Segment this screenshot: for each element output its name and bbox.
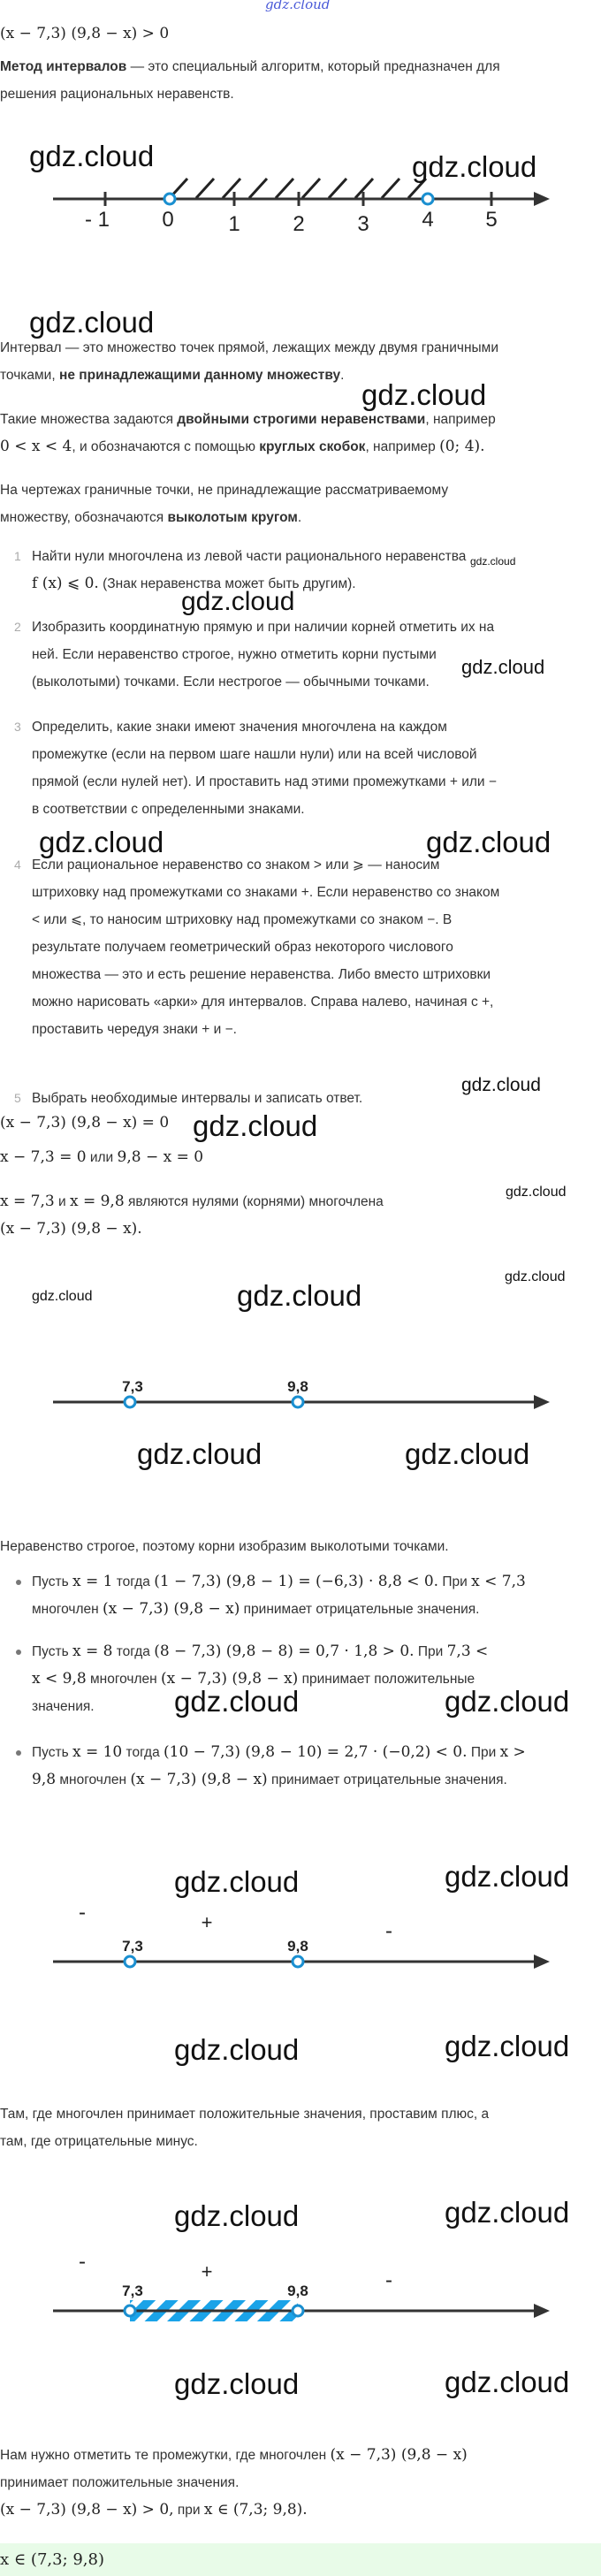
- t1-math: x = 1: [72, 1573, 113, 1590]
- intro-line2: решения рациональных неравенств.: [0, 87, 234, 102]
- step-4-line6: можно нарисовать «арки» для интервалов. Справа налево, начиная с +,: [32, 995, 494, 1010]
- t2-l2-math0: x < 9,8: [32, 1670, 87, 1688]
- inequality: (x − 7,3) (9,8 − x) > 0: [0, 25, 170, 42]
- point-label-9-8: 9,8: [287, 1378, 308, 1395]
- sets-paragraph: [0, 406, 601, 461]
- t2-pre: Пусть: [32, 1644, 72, 1659]
- watermark: gdz.cloud: [174, 2367, 300, 2400]
- step-number: 1: [14, 549, 21, 563]
- tick-label: 1: [228, 212, 240, 236]
- sets-line2-post: , например: [365, 439, 440, 454]
- number-line-roots: [0, 1353, 601, 1423]
- step-2: [32, 614, 594, 696]
- number-line-solution: [0, 2241, 601, 2329]
- sign-plus-middle: +: [201, 1911, 213, 1933]
- t2-math: x = 8: [72, 1642, 113, 1660]
- watermark: gdz.cloud: [445, 2366, 570, 2398]
- watermark: gdz.cloud: [39, 826, 164, 858]
- watermark: gdz.cloud: [445, 2196, 570, 2229]
- final-line3-math2: x ∈ (7,3; 9,8).: [203, 2501, 308, 2519]
- watermark: gdz.cloud: [426, 826, 552, 858]
- answer-text: x ∈ (7,3; 9,8): [0, 2550, 105, 2569]
- point-label-9-8: 9,8: [287, 1938, 308, 1955]
- watermark: gdz.cloud: [461, 1075, 541, 1095]
- step-4-line7: проставить чередуя знаки + и −.: [32, 1022, 237, 1037]
- watermark: gdz.cloud: [445, 2030, 570, 2062]
- t3-l2-math0: 9,8: [32, 1771, 57, 1788]
- step-4-line5: множества — это и есть решение неравенства. Либо вместо штриховки: [32, 967, 491, 982]
- watermark: gdz.cloud: [470, 555, 516, 568]
- step-number: 4: [14, 857, 21, 872]
- equation-split: [0, 1144, 203, 1171]
- sign-minus-left: -: [79, 1901, 86, 1924]
- intro-paragraph: [0, 53, 601, 108]
- t1-post: При: [438, 1574, 472, 1589]
- watermark: gdz.cloud: [412, 150, 537, 183]
- watermark: gdz.cloud: [181, 587, 295, 616]
- boundary-line2-pre: множеству, обозначаются: [0, 510, 168, 525]
- t3-math2: (10 − 7,3) (9,8 − 10) = 2,7 · (−0,2) < 0.: [164, 1743, 468, 1761]
- watermark: gdz.cloud: [29, 306, 155, 339]
- strict-note: Неравенство строгое, поэтому корни изобразим выколотыми точками.: [0, 1539, 449, 1554]
- step-4-line3: < или ⩽, то наносим штриховку над промежутками со знаком −. В: [32, 912, 453, 927]
- point-label-7-3: 7,3: [122, 1378, 143, 1395]
- sign-note-line1: Там, где многочлен принимает положительные значения, проставим плюс, а: [0, 2107, 490, 2122]
- interval-line2-pre: точками,: [0, 368, 59, 383]
- tick-label: 2: [293, 212, 305, 236]
- t2-l2-math: (x − 7,3) (9,8 − x): [161, 1670, 299, 1688]
- sets-line2-bold: круглых скобок: [259, 439, 366, 454]
- root-2: x = 9,8: [69, 1193, 125, 1210]
- watermark: gdz.cloud: [445, 1860, 570, 1893]
- t2-l2: многочлен: [86, 1672, 162, 1687]
- sign-note: [0, 2100, 601, 2155]
- sets-line1-bold: двойными строгими неравенствами: [177, 412, 426, 427]
- tick-label: 4: [422, 208, 434, 232]
- sign-note-line2: там, где отрицательные минус.: [0, 2134, 198, 2149]
- point-label-7-3: 7,3: [122, 1938, 143, 1955]
- root-1: x = 7,3: [0, 1193, 55, 1210]
- t1-l2: многочлен: [32, 1602, 103, 1617]
- step-3-line2: промежутке (если на первом шаге нашли нули) или на всей числовой: [32, 747, 477, 762]
- sign-plus-middle: +: [201, 2260, 213, 2283]
- interval-line2-bold: не принадлежащими данному множеству: [58, 368, 341, 383]
- watermark: gdz.cloud: [505, 1269, 566, 1284]
- boundary-paragraph: [0, 476, 601, 531]
- open-point-4: [422, 194, 433, 204]
- boundary-line2-post: .: [297, 510, 302, 525]
- point-label-7-3: 7,3: [122, 2283, 143, 2299]
- t3-pre: Пусть: [32, 1745, 72, 1760]
- sign-minus-left: -: [79, 2250, 86, 2274]
- step-4: [32, 851, 594, 1043]
- watermark: gdz.cloud: [174, 2033, 300, 2066]
- sign-minus-right: -: [385, 2268, 392, 2292]
- test-x1: [32, 1568, 594, 1623]
- eq-part-b: 9,8 − x = 0: [117, 1148, 204, 1166]
- watermark: gdz.cloud: [174, 2199, 300, 2232]
- open-point-0: [164, 194, 175, 204]
- t1-math3: x < 7,3: [471, 1573, 526, 1590]
- t2-post: При: [414, 1644, 447, 1659]
- step-4-line1: Если рациональное неравенство со знаком > или ⩾ — наносим: [32, 857, 440, 873]
- t3-l2-post: принимает отрицательные значения.: [267, 1772, 507, 1787]
- sets-line1-post: , например: [425, 412, 496, 427]
- bullet: [16, 1650, 21, 1655]
- watermark: gdz.cloud: [405, 1437, 530, 1470]
- final-line3-mid: при: [173, 2503, 204, 2518]
- intro-term: Метод интервалов: [0, 59, 127, 74]
- step-4-line2: штриховку над промежутками со знаками +. Если неравенство со знаком: [32, 885, 500, 900]
- watermark: gdz.cloud: [506, 1185, 567, 1200]
- boundary-line2-bold: выколотым кругом: [167, 510, 298, 525]
- open-point-7-3: [125, 1397, 135, 1407]
- roots-poly: (x − 7,3) (9,8 − x).: [0, 1220, 142, 1238]
- final-line1-pre: Нам нужно отметить те промежутки, где многочлен: [0, 2448, 331, 2463]
- watermark: gdz.cloud: [193, 1109, 318, 1142]
- t1-pre: Пусть: [32, 1574, 72, 1589]
- site-logo[interactable]: gdz.cloud: [265, 0, 331, 12]
- boundary-line1: На чертежах граничные точки, не принадлежащие рассматриваемому: [0, 483, 449, 498]
- t2-math2: (8 − 7,3) (9,8 − 8) = 0,7 · 1,8 > 0.: [154, 1642, 415, 1660]
- step-5-line1: Выбрать необходимые интервалы и записать ответ.: [32, 1091, 363, 1106]
- final-line2: принимает положительные значения.: [0, 2475, 240, 2490]
- point-label-9-8: 9,8: [287, 2283, 308, 2299]
- sets-line2-mid: , и обозначаются с помощью: [72, 439, 260, 454]
- bullet: [16, 1580, 21, 1585]
- t3-l2-math: (x − 7,3) (9,8 − x): [130, 1771, 268, 1788]
- step-number: 5: [14, 1091, 21, 1105]
- step-1-math: f (x) ⩽ 0.: [32, 575, 99, 592]
- interval-definition: [0, 334, 601, 389]
- number-line-signs: [0, 1892, 601, 1980]
- step-1-line1: Найти нули многочлена из левой части рационального неравенства: [32, 549, 467, 564]
- sets-line1-pre: Такие множества задаются: [0, 412, 178, 427]
- interval-line1: Интервал — это множество точек прямой, лежащих между двумя граничными: [0, 340, 498, 355]
- interval-line2-post: .: [340, 368, 345, 383]
- step-number: 3: [14, 720, 21, 734]
- watermark: gdz.cloud: [237, 1279, 362, 1312]
- open-point-7-3: [125, 2305, 135, 2316]
- tick-label: 0: [162, 208, 174, 232]
- t3-post: При: [467, 1745, 500, 1760]
- watermark: gdz.cloud: [32, 1289, 93, 1304]
- open-point-9-8: [293, 1397, 303, 1407]
- step-3-line3: прямой (если нулей нет). И проставить над этими промежутками + или −: [32, 774, 497, 789]
- tick-label: 3: [357, 212, 369, 236]
- answer-box: [0, 2543, 601, 2576]
- t3-mid: тогда: [122, 1745, 164, 1760]
- t2-math3: 7,3 <: [446, 1642, 489, 1660]
- step-1: [32, 543, 594, 598]
- step-3-line4: в соответствии с определенными знаками.: [32, 802, 305, 817]
- step-4-line4: результате получаем геометрический образ некоторого числового: [32, 940, 453, 955]
- eq-part-a: x − 7,3 = 0: [0, 1148, 87, 1166]
- step-2-line2: ней. Если неравенство строгое, нужно отметить корни пустыми: [32, 647, 437, 662]
- watermark: gdz.cloud: [445, 1685, 570, 1718]
- watermark: gdz.cloud: [174, 1685, 300, 1718]
- tick-label: 5: [485, 208, 498, 232]
- watermark: gdz.cloud: [29, 140, 155, 172]
- t1-math2: (1 − 7,3) (9,8 − 1) = (−6,3) · 8,8 < 0.: [154, 1573, 439, 1590]
- sets-math2: (0; 4).: [439, 438, 485, 455]
- t2-l3: значения.: [32, 1699, 95, 1714]
- step-3-line1: Определить, какие знаки имеют значения многочлена на каждом: [32, 720, 447, 735]
- step-number: 2: [14, 620, 21, 634]
- step-2-line3: (выколотыми) точками. Если нестрогое — обычными точками.: [32, 674, 430, 690]
- roots-and: и: [54, 1194, 70, 1209]
- t1-mid: тогда: [112, 1574, 155, 1589]
- intro-rest: — это специальный алгоритм, который предназначен для: [126, 59, 500, 74]
- watermark: gdz.cloud: [361, 378, 487, 411]
- open-point-7-3: [125, 1956, 135, 1967]
- equation-zero: (x − 7,3) (9,8 − x) = 0: [0, 1114, 170, 1132]
- watermark: gdz.cloud: [461, 656, 545, 678]
- final-paragraph: [0, 2442, 601, 2524]
- t3-math3: x >: [499, 1743, 526, 1761]
- t2-mid: тогда: [112, 1644, 155, 1659]
- t2-l2-post: принимает положительные: [298, 1672, 475, 1687]
- t3-l2: многочлен: [56, 1772, 131, 1787]
- final-line3-math: (x − 7,3) (9,8 − x) > 0,: [0, 2501, 174, 2519]
- test-x10: [32, 1739, 594, 1794]
- sets-math1: 0 < x < 4: [0, 438, 72, 455]
- open-point-9-8: [293, 1956, 303, 1967]
- final-line1-math: (x − 7,3) (9,8 − x): [330, 2446, 468, 2464]
- step-1-rest: (Знак неравенства может быть другим).: [98, 576, 356, 591]
- watermark: gdz.cloud: [137, 1437, 262, 1470]
- t1-l2-post: принимает отрицательные значения.: [240, 1602, 480, 1617]
- open-point-9-8: [293, 2305, 303, 2316]
- roots-rest: являются нулями (корнями) многочлена: [124, 1194, 384, 1209]
- t1-l2-math: (x − 7,3) (9,8 − x): [103, 1600, 240, 1618]
- step-3: [32, 713, 594, 823]
- sign-minus-right: -: [385, 1919, 392, 1943]
- tick-label: - 1: [84, 208, 110, 232]
- eq-or: или: [86, 1150, 118, 1165]
- t3-math: x = 10: [72, 1743, 123, 1761]
- bullet: [16, 1750, 21, 1756]
- step-2-line1: Изобразить координатную прямую и при наличии корней отметить их на: [32, 620, 495, 635]
- watermark: gdz.cloud: [174, 1865, 300, 1898]
